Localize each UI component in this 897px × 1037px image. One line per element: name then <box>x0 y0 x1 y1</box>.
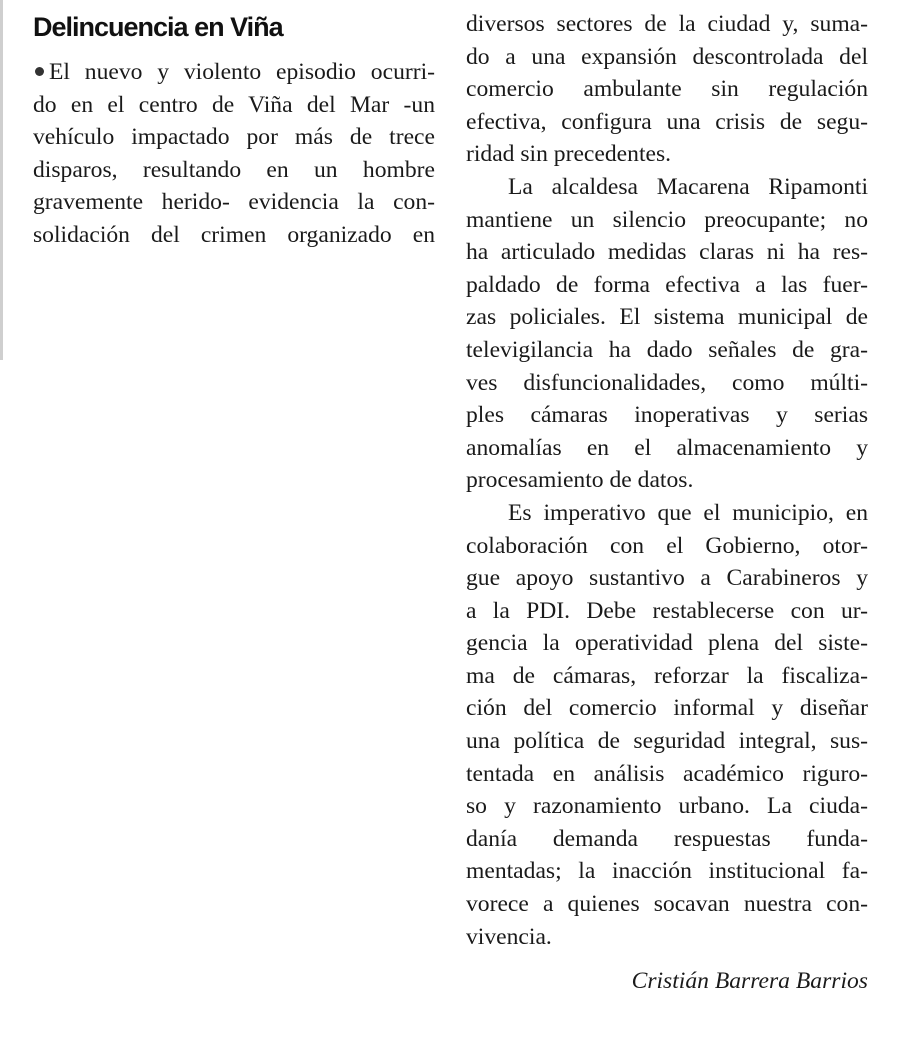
body-line: mentadas; la inacción institucional fa- <box>466 858 868 885</box>
article-column-left <box>33 0 435 252</box>
body-line: ha articulado medidas claras ni ha res- <box>466 239 868 266</box>
body-line: ridad sin precedentes. <box>466 141 672 168</box>
body-line: El nuevo y violento episodio ocurri- <box>33 56 435 89</box>
body-line: diversos sectores de la ciudad y, suma- <box>466 11 868 37</box>
body-line: televigilancia ha dado señales de gra- <box>466 336 868 363</box>
article-column-right <box>466 0 868 998</box>
body-line: solidación del crimen organizado en <box>33 221 435 248</box>
body-line: do a una expansión descontrolada del <box>466 43 868 70</box>
body-line: zas policiales. El sistema municipal de <box>466 304 868 331</box>
body-line: gencia la operatividad plena del siste- <box>466 630 868 657</box>
body-line: ma de cámaras, reforzar la fiscaliza- <box>466 662 868 689</box>
body-line: do en el centro de Viña del Mar -un <box>33 91 435 118</box>
article-body-left <box>33 56 435 252</box>
body-line: vorece a quienes socavan nuestra con- <box>466 891 868 918</box>
body-line: una política de seguridad integral, sus- <box>466 728 868 755</box>
page-edge-rule <box>0 0 3 360</box>
body-line: efectiva, configura una crisis de segu- <box>466 108 868 135</box>
body-line: mantiene un silencio preocupante; no <box>466 206 868 233</box>
body-line: colaboración con el Gobierno, otor- <box>466 532 868 559</box>
body-line: comercio ambulante sin regulación <box>466 76 868 103</box>
body-line: ves disfuncionalidades, como múlti- <box>466 369 868 396</box>
article-body-right <box>466 8 868 953</box>
body-line: disparos, resultando en un hombre <box>33 156 435 183</box>
body-line: danía demanda respuestas funda- <box>466 825 868 852</box>
bullet-icon <box>35 67 44 76</box>
body-line: ción del comercio informal y diseñar <box>466 695 868 722</box>
body-line: paldado de forma efectiva a las fuer- <box>466 271 868 298</box>
body-line: Es imperativo que el municipio, en <box>508 499 868 526</box>
body-line: La alcaldesa Macarena Ripamonti <box>508 173 868 200</box>
body-line: vivencia. <box>466 923 552 950</box>
body-line: vehículo impactado por más de trece <box>33 124 435 151</box>
author-signature: Cristián Barrera Barrios <box>631 968 868 995</box>
body-line: gue apoyo sustantivo a Carabineros y <box>466 565 868 592</box>
body-line: ples cámaras inoperativas y serias <box>466 402 868 429</box>
article-headline: Delincuencia en Viña <box>33 12 283 42</box>
body-line: gravemente herido- evidencia la con- <box>33 189 435 216</box>
body-line: procesamiento de datos. <box>466 467 694 494</box>
body-line: so y razonamiento urbano. La ciuda- <box>466 793 868 820</box>
body-line: tentada en análisis académico riguro- <box>466 760 868 787</box>
body-line: anomalías en el almacenamiento y <box>466 434 868 461</box>
body-line: a la PDI. Debe restablecerse con ur- <box>466 597 868 624</box>
